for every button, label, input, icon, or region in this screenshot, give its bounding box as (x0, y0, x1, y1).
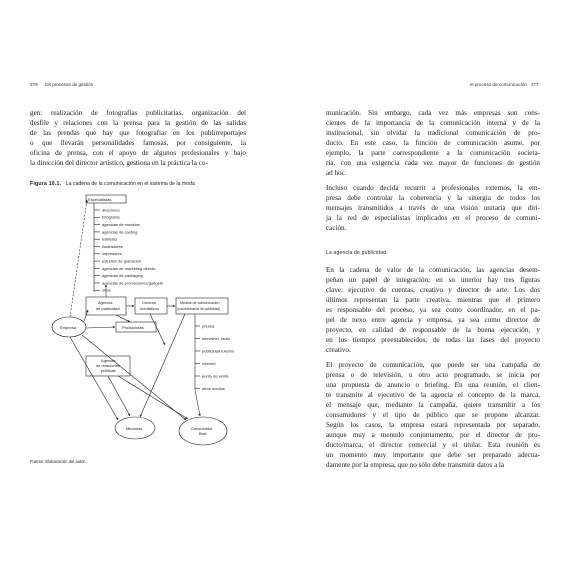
text-line: aunque muy a menudo conjuntamente, por el director de pro- (326, 431, 540, 439)
text-line: te transmite al ejecutivo de la agencia el concepto de la marca, (326, 391, 540, 399)
text-line: damente por la empresa, que no sólo debe transmitir datos a la (326, 461, 505, 469)
text-line: Según los casos, la empresa estará representada por separado, (326, 421, 540, 429)
specialist-item: agencias de promociones/gadgets (102, 280, 163, 286)
text-line: mensajes transmitidos a través de una visión unitaria que diri- (326, 204, 540, 212)
media-item: televisión, radio (202, 335, 230, 341)
media-item: punto de venta (202, 373, 229, 379)
figure-label: Figura 10.1. (30, 181, 62, 187)
figure-caption: La cadena de la comunicación en el sistema de la moda (65, 181, 195, 187)
text-line: pel de nexo entre agencia y empresa, ya sea como director de (326, 316, 540, 324)
text-line: En la cadena de valor de la comunicación, las agencias desem- (326, 266, 540, 274)
specialist-item: agencias de marketing directo (102, 265, 156, 271)
consumer-label-2: final (199, 431, 207, 436)
specialist-item: directores (102, 207, 120, 213)
centrals-box-label-2: mediáticos (140, 306, 160, 311)
left-page-number: 276 (30, 82, 38, 87)
company-label: Empresa (60, 325, 77, 330)
specialist-item: estudios de grabación (102, 258, 142, 264)
text-line: creativo. (326, 346, 351, 354)
text-line: o que llevarán personalidades famosas, por consiguiente, la (30, 139, 246, 147)
right-page-number: 277 (531, 82, 539, 87)
text-line: institucional, sin olvidar la tradicional comunicación de pro- (326, 129, 540, 137)
specialist-item: agencias de modelos (102, 222, 140, 227)
media-box-label-2: (concesionarios de publicidad) (177, 307, 221, 311)
text-line: ducto/marca, el director comercial y el titular. Esta reunión es (326, 441, 540, 449)
right-paragraph-4 (326, 360, 540, 470)
text-line: ja la red de especialistas implicados en el proceso de comuni- (326, 214, 540, 222)
specialists-box-label: Especialistas (88, 197, 112, 202)
text-line: presa debe controlar la coherencia y la sinergia de todos los (326, 194, 540, 202)
figure-source (30, 459, 86, 464)
text-line: ejemplo, la parte correspondiente a la comunicación societa- (326, 149, 540, 157)
text-line: proyecto, en calidad de responsable de la buena ejecución, y (326, 326, 540, 334)
agency-box-label-1: Agencia (98, 300, 113, 305)
left-running-head: los procesos de gestión (45, 82, 94, 87)
consumer-label-1: Consumidor (191, 426, 213, 431)
media-box-label-1: Medios de comunicación (180, 301, 220, 305)
text-line: es responsable del proceso, ya sea como coordinador, en el pa- (326, 306, 540, 314)
specialist-item: impresores (102, 251, 122, 257)
text-line: desfile y relaciones con la prensa para la gestión de las salidas (30, 119, 246, 127)
text-line: la dirección del director artístico, gestiona en la práctica la co- (30, 159, 208, 167)
text-line: prensa o de televisión, u otro acto programado, se inicia por (326, 371, 540, 379)
text-line: El proyecto de comunicación, que puede ser una campaña de (326, 361, 540, 369)
retailer-label: Minorista (126, 426, 143, 431)
media-item: publicidad exterior (202, 348, 235, 354)
text-line: ad hoc. (326, 169, 347, 177)
specialist-item: agencias de packaging (102, 273, 143, 279)
media-item: otros medios (202, 385, 225, 391)
text-line: consumidores y el tipo de público que se propone alcanzar. (326, 411, 540, 419)
text-line: en los tiempos preestablecidos, de todas las fases del proyecto (326, 336, 540, 344)
media-item: Internet (202, 360, 216, 366)
text-line: clave: ejecutivo de cuentas, creativo y director de arte. Los dos (326, 286, 540, 294)
text-line: ducto. En este caso, la función de comunicación asume, por (326, 139, 540, 147)
specialist-item: otros (102, 287, 111, 293)
text-line: Incluso cuando decida recurrir a profesionales externos, la em- (326, 184, 540, 192)
right-paragraph-1 (326, 108, 540, 178)
text-line: un momento muy importante que debe ser preparado adecua- (326, 451, 540, 459)
specialist-item: estilistas (102, 236, 118, 242)
specialist-item: agencias de casting (102, 229, 138, 235)
right-running-head: el proceso de comunicación (470, 82, 527, 87)
specialist-item: ilustradores (102, 243, 123, 249)
specialist-item: fotógrafos (102, 214, 120, 220)
text-line: municación. Sin embargo, cada vez más empresas son cons- (326, 109, 540, 117)
figure-source-text: Fuente: Elaboración del autor. (30, 459, 86, 464)
text-line: una propuesta de anuncio o briefing. En una reunión, el clien- (326, 381, 540, 389)
text-line: cación. (326, 224, 347, 232)
right-paragraph-2 (326, 183, 540, 233)
centrals-box-label-1: Centros (142, 300, 157, 305)
text-line: de las prendas que hay que fotografiar en los publirreportajes (30, 129, 246, 137)
pr-box-label-1: Agencia (101, 358, 116, 363)
text-line: peñan un papel de integración; en su interior hay tres figuras (326, 276, 540, 284)
section-heading: La agencia de publicidad (326, 250, 387, 256)
text-line: el mensaje que, mediante la campaña, quiere transmitir a los (326, 401, 540, 409)
pr-box-label-2: de relaciones (96, 363, 120, 368)
text-line: últimos representan la parte creativa, mientras que el primero (326, 296, 540, 304)
text-line: ria, con una exigencia cada vez mayor de funciones de gestión (326, 159, 540, 167)
text-line: oficina de prensa, con el apoyo de algunos profesionales y bajo (30, 149, 246, 157)
right-paragraph-3 (326, 265, 540, 355)
pr-box-label-3: públicas (101, 368, 116, 373)
media-item: prensa (202, 323, 215, 329)
producers-box-label: Productoras (122, 325, 144, 330)
agency-box-label-2: de publicidad (96, 306, 120, 311)
text-line: gen: realización de fotografías publicitarias, organización del (30, 109, 246, 117)
text-line: cientes de la importancia de la comunicación interna y de la (326, 119, 540, 127)
